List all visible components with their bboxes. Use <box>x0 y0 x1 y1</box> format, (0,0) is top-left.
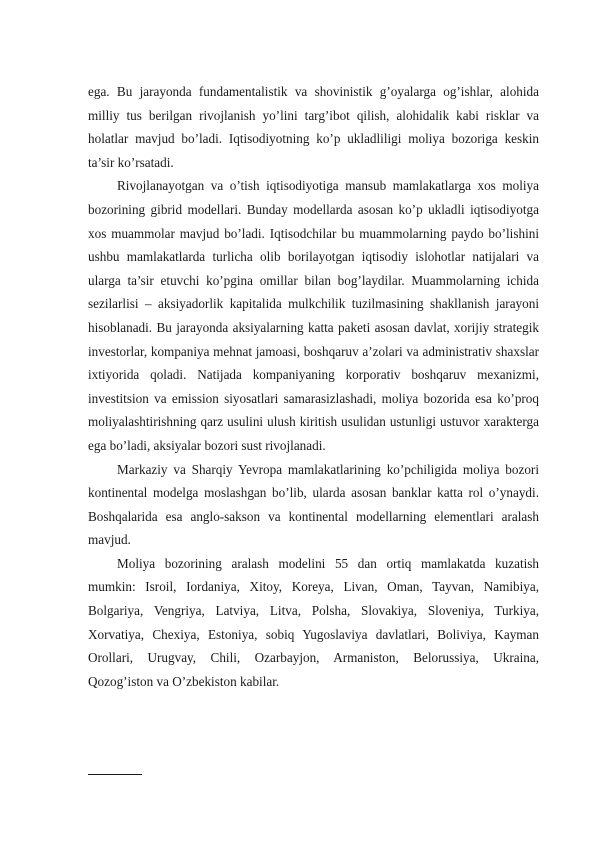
paragraph-3: Markaziy va Sharqiy Yevropa mamlakatlarining ko’pchiligida moliya bozori kontinental modelga moslashgan bo’lib, ularda asosan banklar katta rol o’ynaydi. Boshqalarida esa anglo-sakson va kontinental modellarning elementlari aralash mavjud. <box>88 461 539 548</box>
paragraph-4: Moliya bozorining aralash modelini 55 dan ortiq mamlakatda kuzatish mumkin: Isroil, Iordaniya, Xitoy, Koreya, Livan, Oman, Tayvan, Namibiya, Bolgariya, Vengriya, Latviya, Litva, Polsha, Slovakiya, Sloveniya, Turkiya, Xorvatiya, Chexiya, Estoniya, sobiq Yugoslaviya davlatlari, Boliviya, Kayman Orollari, Urugvay, Chili, Ozarbayjon, Armaniston, Belorussiya, Ukraina, Qozog’iston va O’zbekiston kabilar. <box>88 555 539 689</box>
paragraph-2: Rivojlanayotgan va o’tish iqtisodiyotiga mansub mamlakatlarga xos moliya bozorining gibrid modellari. Bunday modellarda asosan ko’p ukladli iqtisodiyotga xos muammolar mavjud bo’ladi. Iqtisodchilar bu muammolarning paydo bo’lishini ushbu mamlakatlarda turlicha olib borilayotgan iqtisodiy islohotlar natijalari va ularga ta’sir etuvchi ko’pgina omillar bilan bog’laydilar. Muammolarning ichida sezilarlisi – aksiyadorlik kapitalida mulkchilik tuzilmasining shakllanish jarayoni hisoblanadi. Bu jarayonda aksiyalarning katta paketi asosan davlat, xorijiy strategik investorlar, kompaniya mehnat jamoasi, boshqaruv a’zolari va administrativ shaxslar ixtiyorida qoladi. Natijada kompaniyaning korporativ boshqaruv mexanizmi, investitsion va emission siyosatlari samarasizlashadi, moliya bozorida esa ko’proq moliyalashtirishning qarz usulini ulush kiritish usulidan ustunligi ustuvor xarakterga ega bo’ladi, aksiyalar bozori sust rivojlanadi. <box>88 178 539 453</box>
paragraph-1: ega. Bu jarayonda fundamentalistik va shovinistik g’oyalarga og’ishlar, alohida milliy tus berilgan rivojlanish yo’lini targ’ibot qilish, alohidalik kabi risklar va holatlar mavjud bo’ladi. Iqtisodiyotning ko’p ukladliligi moliya bozoriga keskin ta’sir ko’rsatadi. <box>88 84 539 170</box>
body-text <box>88 80 539 693</box>
footnote-separator <box>88 774 142 775</box>
